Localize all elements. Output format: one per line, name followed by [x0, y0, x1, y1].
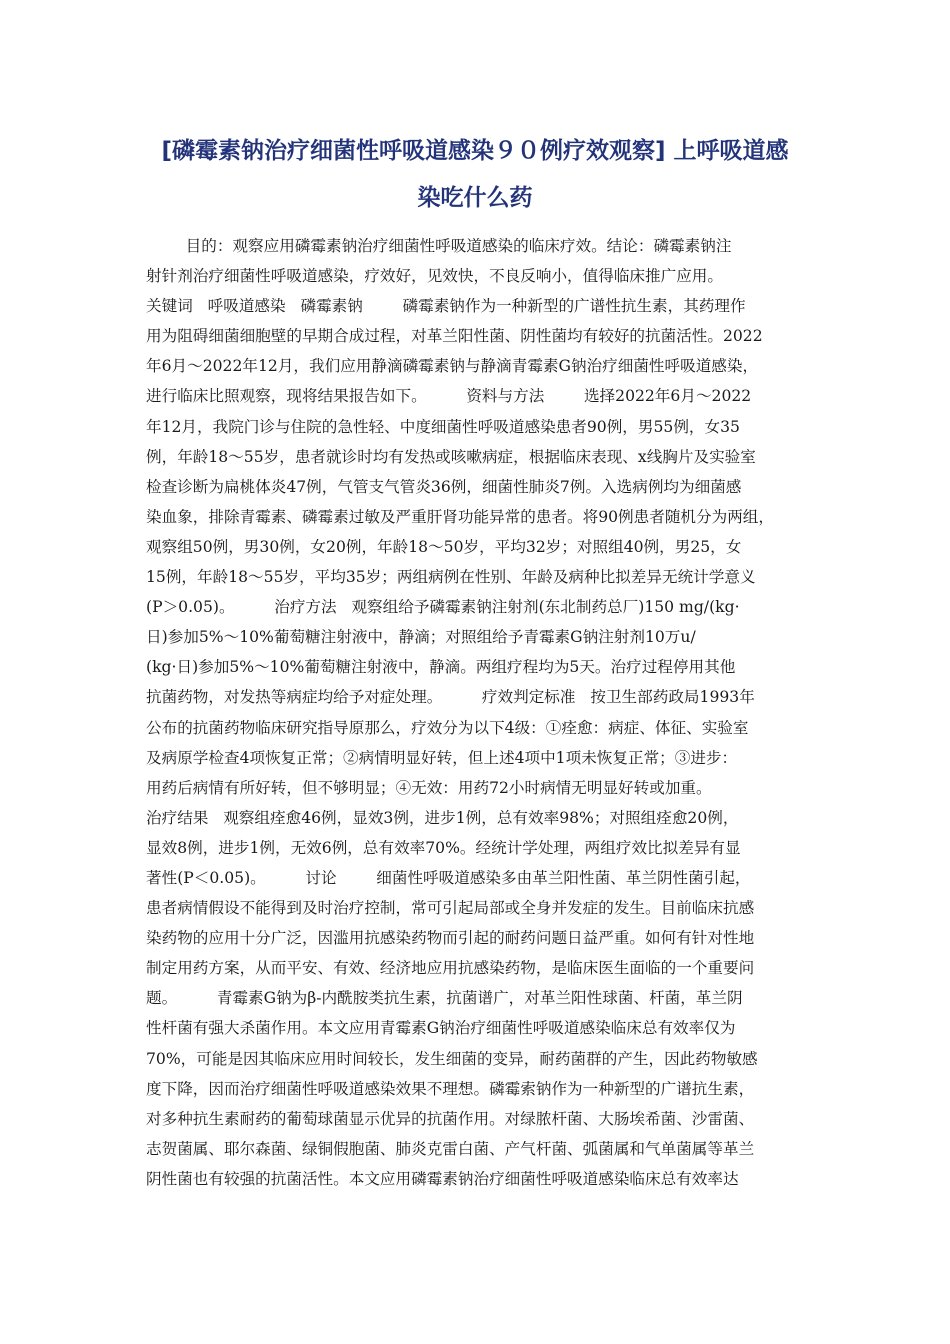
body-line: 及病原学检查4项恢复正常；②病情明显好转，但上述4项中1项未恢复正常；③进步：	[146, 748, 738, 767]
document-title	[120, 128, 830, 222]
body-line: 治疗结果 观察组痊愈46例，显效3例，进步1例，总有效率98%；对照组痊愈20例，	[146, 808, 739, 827]
body-line: 染血象，排除青霉素、磷霉素过敏及严重肝肾功能异常的患者。将90例患者随机分为两组，	[146, 507, 774, 526]
body-line: 日)参加5%～10%葡萄糖注射液中，静滴；对照组给予青霉素G钠注射剂10万u/	[146, 628, 696, 647]
body-line: 对多种抗生素耐药的葡萄球菌显示优异的抗菌作用。对绿脓杆菌、大肠埃希菌、沙雷菌、	[146, 1109, 755, 1128]
body-line: 射针剂治疗细菌性呼吸道感染，疗效好，见效快，不良反响小，值得临床推广应用。	[146, 267, 723, 286]
body-line: (kg·日)参加5%～10%葡萄糖注射液中，静滴。两组疗程均为5天。治疗过程停用其他	[146, 658, 736, 677]
body-line: 阴性菌也有较强的抗菌活性。本文应用磷霉素钠治疗细菌性呼吸道感染临床总有效率达	[146, 1169, 739, 1188]
body-line: 进行临床比照观察，现将结果报告如下。 资料与方法 选择2022年6月～2022	[146, 387, 752, 406]
body-line: 检查诊断为扁桃体炎47例，气管支气管炎36例，细菌性肺炎7例。入选病例均为细菌感	[146, 477, 742, 496]
body-line: 著性(P＜0.05)。 讨论 细菌性呼吸道感染多由革兰阳性菌、革兰阴性菌引起，	[146, 868, 751, 887]
body-line: 性杆菌有强大杀菌作用。本文应用青霉素G钠治疗细菌性呼吸道感染临床总有效率仅为	[146, 1019, 736, 1038]
body-line: 题。 青霉素G钠为β-内酰胺类抗生素，抗菌谱广，对革兰阳性球菌、杆菌，革兰阴	[146, 989, 743, 1008]
body-line: 志贺菌属、耶尔森菌、绿铜假胞菌、肺炎克雷白菌、产气杆菌、弧菌属和气单菌属等革兰	[146, 1139, 755, 1158]
title-line-1: [磷霉素钠治疗细菌性呼吸道感染９０例疗效观察] 上呼吸道感	[161, 138, 789, 164]
body-line: 公布的抗菌药物临床研究指导原那么，疗效分为以下4级：①痊愈：病症、体征、实验室	[146, 718, 749, 737]
body-line: 70%，可能是因其临床应用时间较长，发生细菌的变异，耐药菌群的产生，因此药物敏感	[146, 1049, 758, 1068]
body-line: 年6月～2022年12月，我们应用静滴磷霉素钠与静滴青霉素G钠治疗细菌性呼吸道感染，	[146, 357, 759, 376]
body-line: 用为阻碍细菌细胞壁的早期合成过程，对革兰阳性菌、阴性菌均有较好的抗菌活性。2022	[146, 327, 763, 346]
body-line: 15例，年龄18～55岁，平均35岁；两组病例在性别、年龄及病种比拟差异无统计学意义	[146, 568, 756, 587]
body-text	[146, 231, 818, 1194]
body-line: 显效8例，进步1例，无效6例，总有效率70%。经统计学处理，两组疗效比拟差异有显	[146, 838, 741, 857]
body-line: 制定用药方案，从而平安、有效、经济地应用抗感染药物，是临床医生面临的一个重要问	[146, 959, 755, 978]
body-line: 例，年龄18～55岁，患者就诊时均有发热或咳嗽病症，根据临床表现、x线胸片及实验室	[146, 447, 756, 466]
body-line: 目的：观察应用磷霉素钠治疗细菌性呼吸道感染的临床疗效。结论：磷霉素钠注	[146, 237, 732, 255]
body-line: 患者病情假设不能得到及时治疗控制，常可引起局部或全身并发症的发生。目前临床抗感	[146, 899, 755, 918]
body-line: 观察组50例，男30例，女20例，年龄18～50岁，平均32岁；对照组40例，男25，女	[146, 537, 742, 556]
body-line: (P＞0.05)。 治疗方法 观察组给予磷霉素钠注射剂(东北制药总厂)150 mg/(kg·	[146, 598, 740, 617]
body-line: 用药后病情有所好转，但不够明显；④无效：用药72小时病情无明显好转或加重。	[146, 778, 712, 797]
title-line-2: 染吃什么药	[417, 185, 533, 211]
body-line: 度下降，因而治疗细菌性呼吸道感染效果不理想。磷霉索钠作为一种新型的广谱抗生素，	[146, 1079, 755, 1098]
body-line: 关键词 呼吸道感染 磷霉素钠 磷霉素钠作为一种新型的广谱性抗生素，其药理作	[146, 297, 746, 316]
body-line: 年12月，我院门诊与住院的急性轻、中度细菌性呼吸道感染患者90例，男55例，女35	[146, 417, 740, 436]
body-line: 抗菌药物，对发热等病症均给予对症处理。 疗效判定标准 按卫生部药政局1993年	[146, 688, 755, 707]
body-line: 染药物的应用十分广泛，因滥用抗感染药物而引起的耐药问题日益严重。如何有针对性地	[146, 929, 755, 948]
